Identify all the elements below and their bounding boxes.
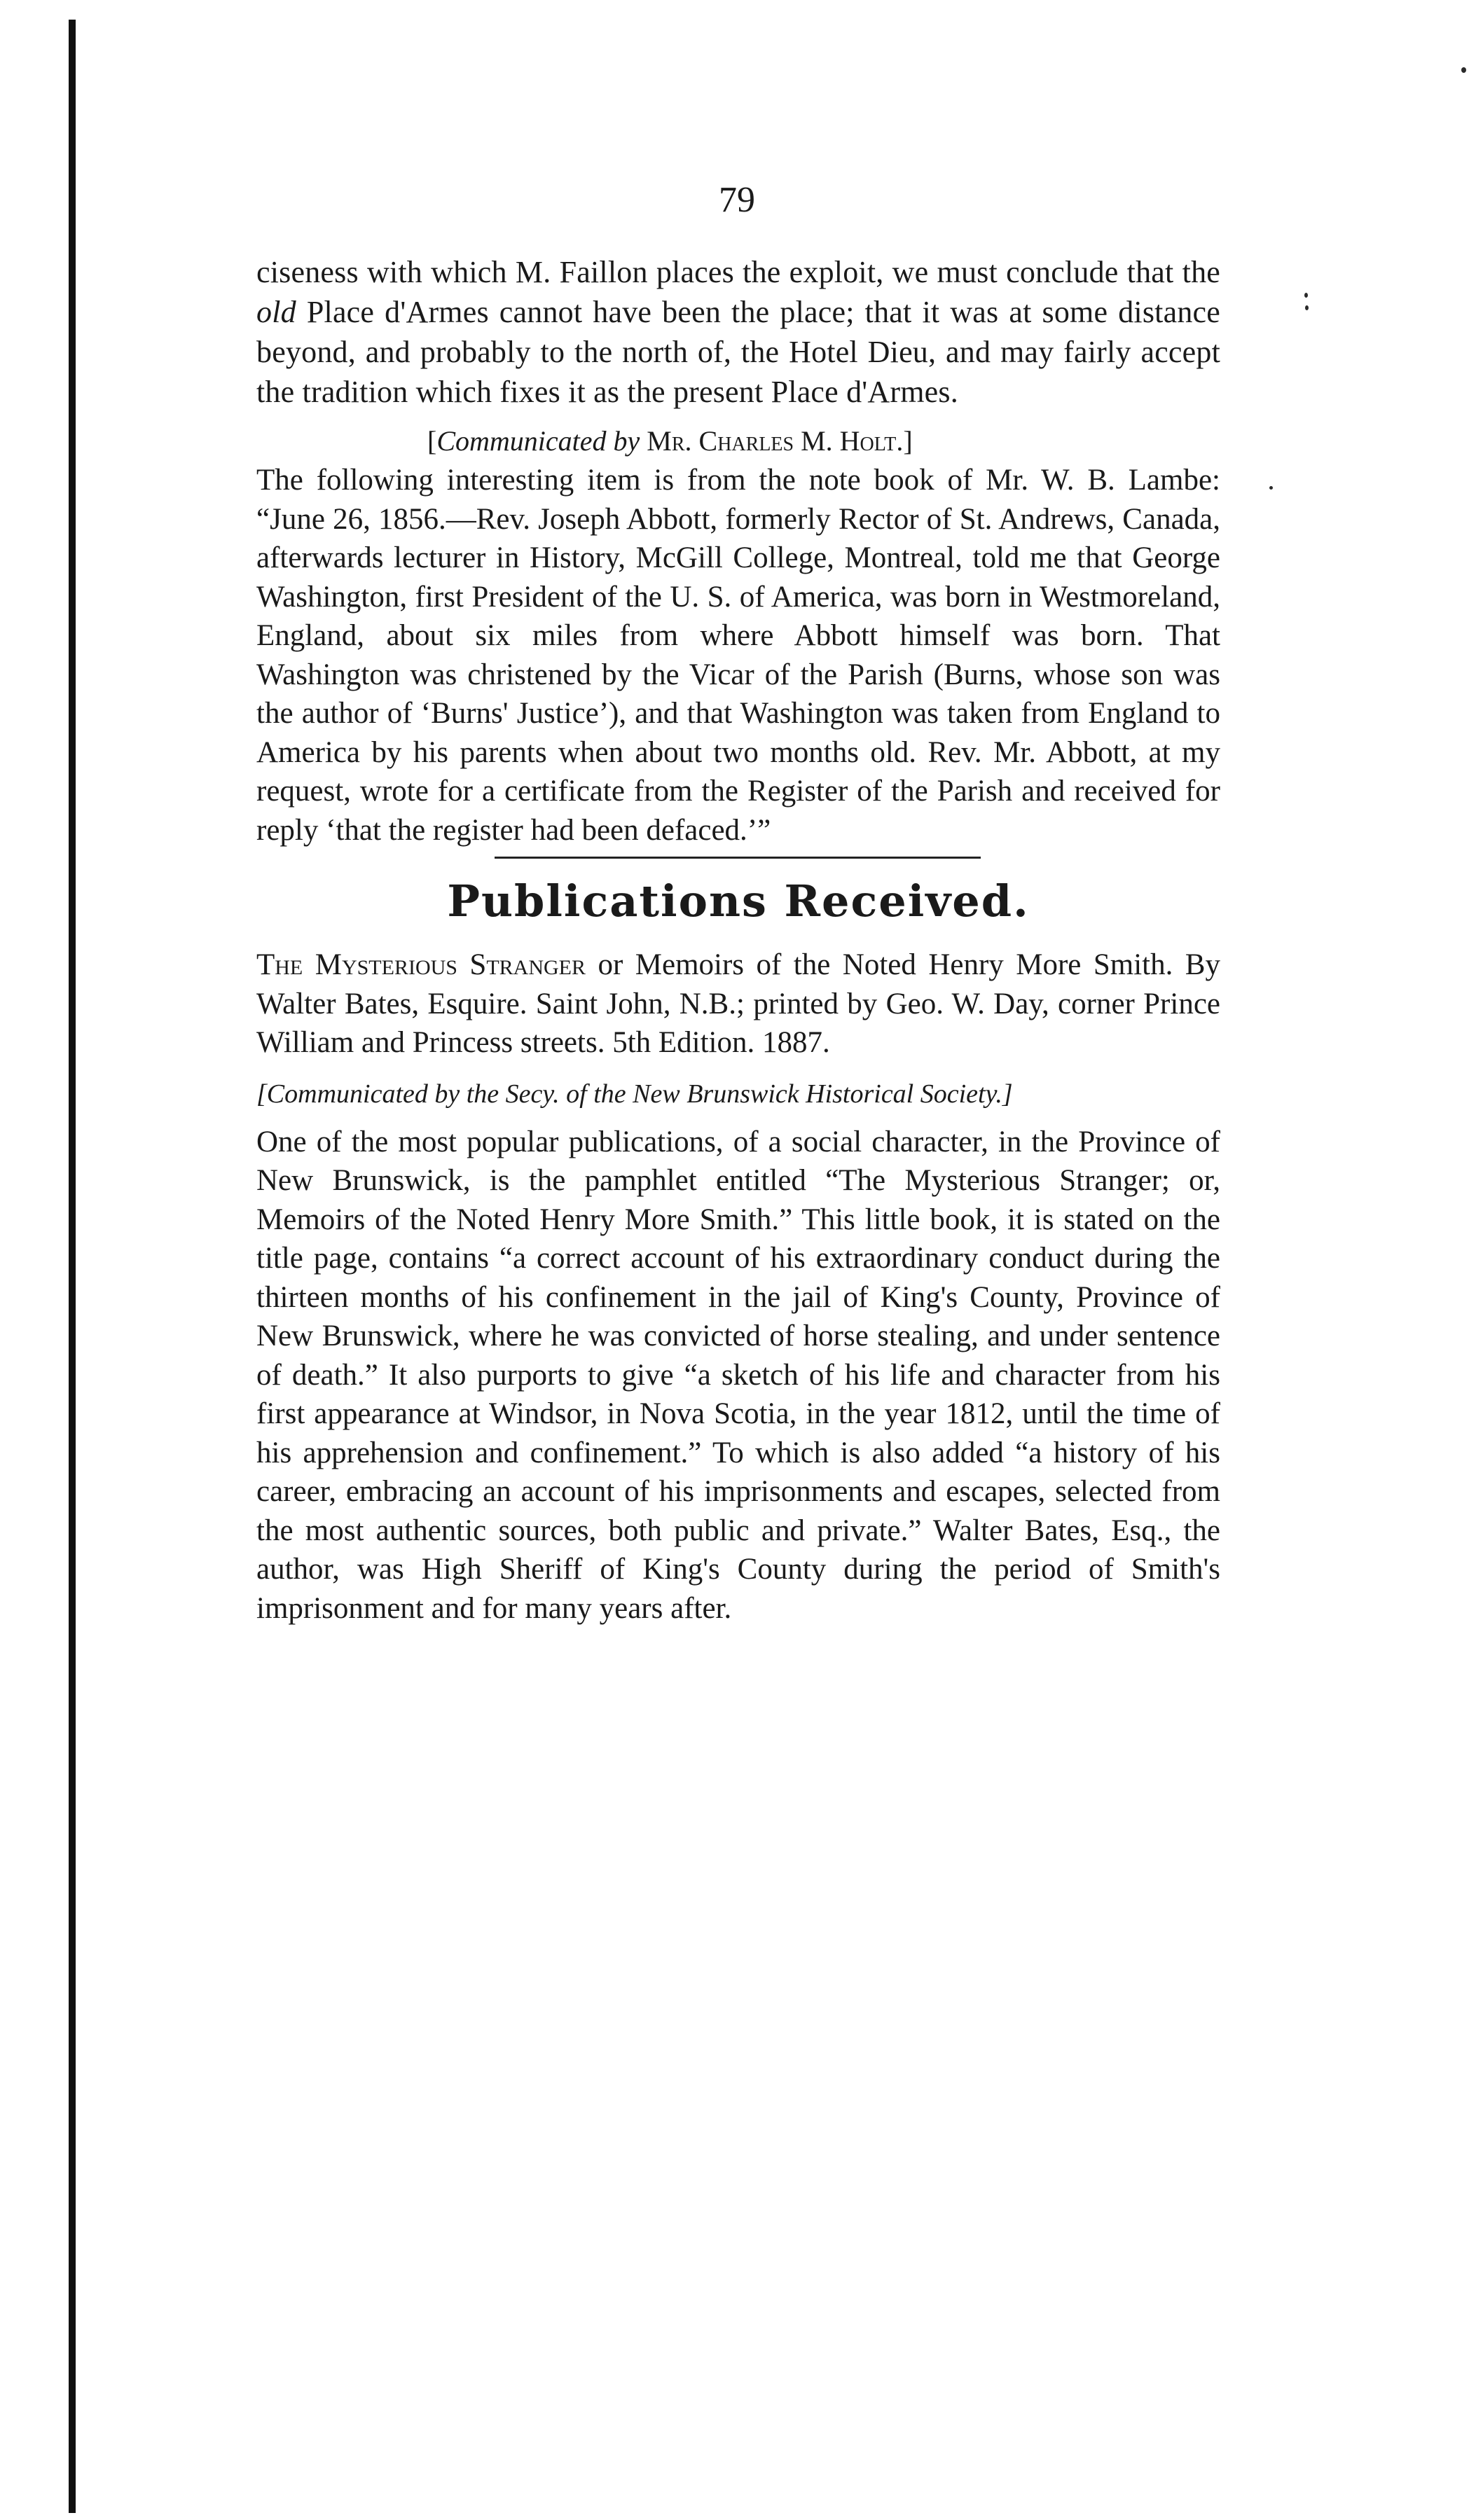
publication-title: The Mysterious Stranger	[256, 948, 586, 981]
paragraph-washington: The following interesting item is from the note book of Mr. W. B. Lambe: “June 26, 1856.—Rev. Joseph Abbott, formerly Rector of St. Andrews, Canada, afterwards lecturer in History, McGill College, Montreal, told me that George Washington, first President of the U. S. of America, was born in Westmoreland, England, about six miles from where Abbott himself was born. That Washington was christened by the Vicar of the Parish (Burns, whose son was the author of ‘Burns' Justice’), and that Washington was taken from England to America by his parents when about two months old. Rev. Mr. Abbott, at my request, wrote for a certificate from the Register of the Parish and received for reply ‘that the register had been defaced.’”	[256, 464, 1220, 847]
margin-speck	[1269, 486, 1273, 490]
credit-italic: Communicated by	[436, 425, 640, 457]
publication-citation	[256, 946, 1220, 1062]
credit-name: Mr. Charles M. Holt.	[647, 425, 904, 457]
paragraph-text: ciseness with which M. Faillon places the exploit, we must conclude that the	[256, 255, 1220, 289]
section-heading: Publications Received.	[447, 875, 1030, 927]
paragraph-mysterious-stranger: One of the most popular publications, of a social character, in the Province of New Brunswick, is the pamphlet entitled “The Mysterious Stranger; or, Memoirs of the Noted Henry More Smith.” This little book, it is stated on the title page, contains “a correct account of his extraordinary conduct during the thirteen months of his confinement in the jail of King's County, Province of New Brunswick, where he was convicted of horse stealing, and under sentence of death.” It also purports to give “a sketch of his life and character from his first appearance at Windsor, in Nova Scotia, in the year 1812, until the time of his apprehension and confinement.” To which is also added “a history of his career, embracing an account of his imprisonments and escapes, selected from the most authentic sources, both public and private.” Walter Bates, Esq., the author, was High Sheriff of King's County during the period of Smith's imprisonment and for many years after.	[256, 1125, 1220, 1625]
margin-speck	[1304, 293, 1308, 298]
section-divider	[495, 857, 981, 859]
text-column	[256, 252, 1220, 1628]
emphasis-old: old	[256, 295, 296, 329]
bracket-open: [	[427, 425, 437, 457]
paragraph-text: Place d'Armes cannot have been the place; that it was at some distance beyond, and probably to the north of, the Hotel Dieu, and may fairly accept the tradition which fixes it as the present Place d'Armes.	[256, 295, 1220, 409]
credit-line-holt	[256, 422, 1220, 461]
page-number: 79	[719, 180, 755, 220]
paragraph-place-darmes	[256, 252, 1220, 412]
bracket-close: ]	[903, 425, 913, 457]
binding-edge-rule	[69, 20, 76, 2513]
margin-speck	[1461, 67, 1466, 73]
margin-speck	[1305, 305, 1309, 310]
credit-line-society: [Communicated by the Secy. of the New Brunswick Historical Society.]	[256, 1079, 1013, 1109]
citation-text: or Memoirs of the Noted Henry More Smith. By Walter Bates, Esquire. Saint John, N.B.; printed by Geo. W. Day, corner Prince William and Princess streets. 5th Edition. 1887.	[256, 948, 1220, 1059]
